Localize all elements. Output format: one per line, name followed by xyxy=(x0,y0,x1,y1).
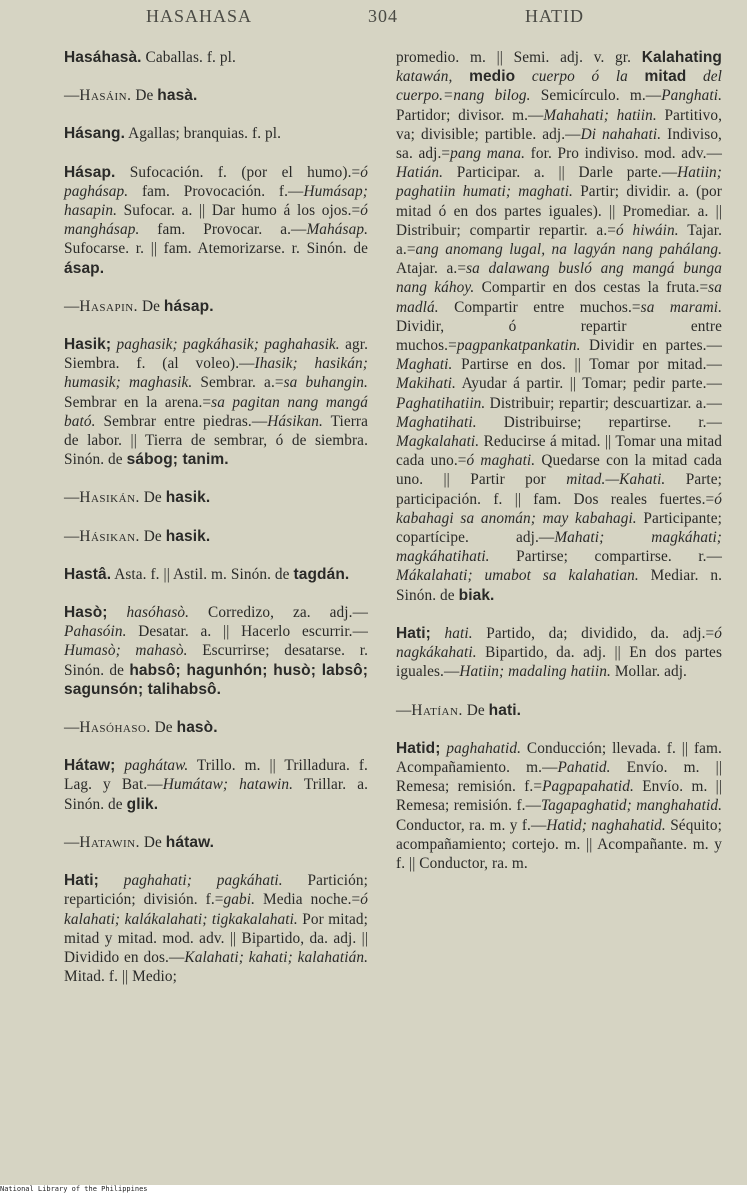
dictionary-entry: Hátaw; paghátaw. Trillo. m. || Trilladura. f. Lag. y Bat.—Humátaw; hatawin. Trillar. a. Sinón. de glik. xyxy=(64,757,369,813)
dictionary-entry: Hásap. Sufocación. f. (por el humo).=ó paghásap. fam. Provocación. f.—Humásap; hasapin. Sufocar. a. || Dar humo á los ojos.=ó manghásap. fam. Provocar. a.—Mahásap. Sufocarse. r. || fam. Atemorizarse. r. Sinón. de ásap. xyxy=(64,163,368,277)
dictionary-entry: promedio. m. || Semi. adj. v. gr. Kalahating katawán, medio cuerpo ó la mitad del cuerpo.=nang bilog. Semicírculo. m.—Panghati. Partidor; divisor. m.—Mahahati; hatiin. Partitivo, va; divisible; partible. adj.—Di nahahati. Indiviso, sa. adj.=pang mana. for. Pro indiviso. mod. adv.—Hatián. Participar. a. || Darle parte.—Hatiin; paghatiin humati; maghati. Partir; dividir. a. (por mitad ó en dos partes iguales). || Promediar. a. || Distribuir; compartir repartir. a.=ó hiwáin. Tajar. a.=ang anomang lugal, na lagyán nang pahálang. Atajar. a.=sa dalawang busló ang mangá bunga nang káhoy. Compartir en dos cestas la fruta.=sa madlá. Compartir entre muchos.=sa marami. Dividir, ó repartir entre muchos.=pagpankatpankatin. Dividir en partes.—Maghati. Partirse en dos. || Tomar por mitad.—Makihati. Ayudar á partir. || Tomar; pedir parte.—Paghatihatiin. Distribuir; repartir; descuartizar. a.—Maghatihati. Distribuirse; repartirse. r.—Magkalahati. Reducirse á mitad. || Tomar una mitad cada uno.=ó maghati. Quedarse con la mitad cada uno. || Partir por mitad.—Kahati. Parte; participación. f. || fam. Dos reales fuertes.=ó kabahagi sa anomán; may kabahagi. Participante; copartícipe. adj.—Mahati; magkáhati; magkáhatihati. Partirse; compartirse. r.—Mákalahati; umabot sa kalahatian. Mediar. n. Sinón. de biak. xyxy=(396,49,723,604)
dictionary-entry: Hasáhasà. Caballas. f. pl. xyxy=(64,49,236,66)
dictionary-entry: Hatid; paghahatid. Conducción; llevada. f. || fam. Acompañamiento. m.—Pahatid. Envío. m. || Remesa; remisión. f.=Pagpapahatid. Envío. m. || Remesa; remisión. f.—Tagapaghatid; manghahatid. Conductor, ra. m. y f.—Hatid; naghahatid. Séquito; acompañamiento; cortejo. m. || Acompañante. m. y f. || Conductor, ra. m. xyxy=(396,739,723,872)
dictionary-entry: —Hásikan. De hasik. xyxy=(64,527,211,545)
running-head-left: HASAHASA xyxy=(146,6,253,26)
left-column xyxy=(64,48,368,1005)
dictionary-entry: —Hasóhaso. De hasò. xyxy=(64,719,218,737)
dictionary-entry: Hasik; paghasik; pagkáhasik; paghahasik. agr. Siembra. f. (al voleo).—Ihasik; hasikán; humasik; maghasik. Sembrar. a.=sa buhangin. Sembrar en la arena.=sa pagitan nang mangá bató. Sembrar entre piedras.—Hásikan. Tierra de labor. || Tierra de sembrar, ó de siembra. Sinón. de sábog; tanim. xyxy=(64,336,369,469)
dictionary-entry: Hati; hati. Partido, da; dividido, da. adj.=ó nagkákahati. Bipartido, da. adj. || En dos partes iguales.—Hatiin; madaling hatiin. Mollar. adj. xyxy=(396,624,722,681)
dictionary-entry: —Hatían. De hati. xyxy=(396,701,522,719)
running-head-right: HATID xyxy=(525,6,584,26)
dictionary-entry: —Hasikán. De hasik. xyxy=(64,489,211,507)
dictionary-entry: —Hasapin. De hásap. xyxy=(64,297,214,315)
footer-credit: National Library of the Philippines xyxy=(0,1185,747,1193)
dictionary-entry: —Hatawin. De hátaw. xyxy=(64,833,215,851)
dictionary-entry: Hastâ. Asta. f. || Astil. m. Sinón. de tagdán. xyxy=(64,565,350,583)
dictionary-entry: Hati; paghahati; pagkáhati. Partición; repartición; división. f.=gabi. Media noche.=ó kalahati; kalákalahati; tigkakalahati. Por mitad; mitad y mitad. mod. adv. || Bipartido, da. adj. || Dividido en dos.—Kalahati; kahati; kalahatián. Mitad. f. || Medio; xyxy=(64,872,369,986)
dictionary-entry: Hasò; hasóhasò. Corredizo, za. adj.—Pahasóin. Desatar. a. || Hacerlo escurrir.—Humasò; mahasò. Escurrirse; desatarse. r. Sinón. de habsô; hagunhón; husò; labsô; sagunsón; talihabsô. xyxy=(64,604,368,698)
dictionary-entry: —Hasáin. De hasà. xyxy=(64,87,198,105)
right-column xyxy=(396,48,722,892)
page-number: 304 xyxy=(368,6,398,26)
dictionary-entry: Hásang. Agallas; branquias. f. pl. xyxy=(64,125,282,143)
